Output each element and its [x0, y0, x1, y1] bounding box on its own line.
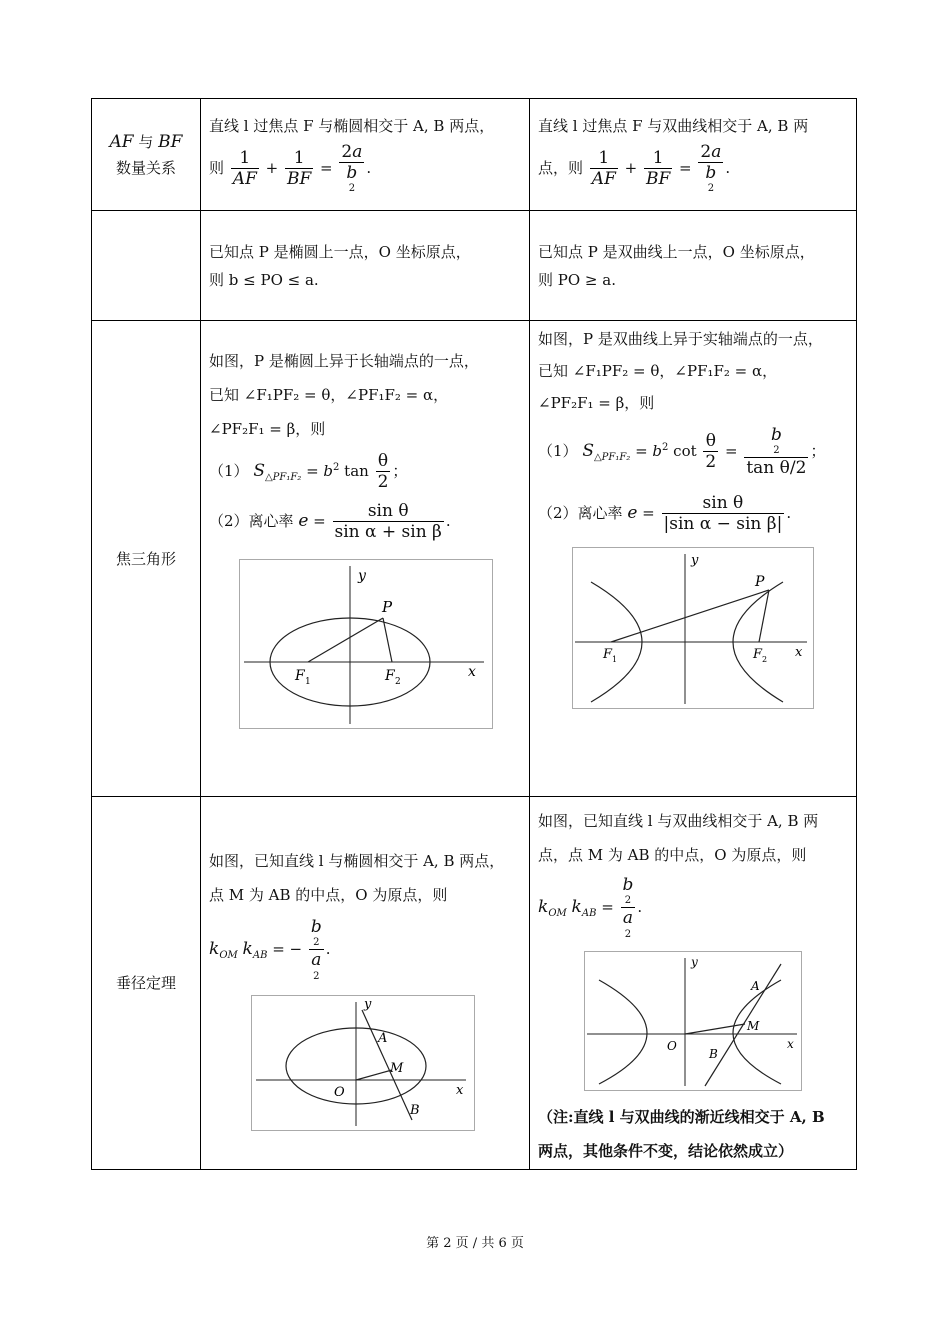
hyperbola-cell: [530, 797, 857, 1170]
item-label: （2）离心率: [209, 511, 294, 530]
formula-table: [91, 98, 857, 1170]
axis-label: x: [787, 1036, 794, 1051]
row-label: [92, 211, 201, 321]
ellipse-cell: [201, 99, 530, 211]
row-label: 焦三角形: [92, 321, 201, 797]
cell-text: 点，则: [538, 158, 584, 177]
hyperbola-cell: [530, 321, 857, 797]
cell-text: 则 PO ≥ a.: [538, 270, 616, 289]
note-text: （注:直线 l 与双曲线的渐近线相交于 A, B: [538, 1107, 825, 1126]
hyperbola-cell: [530, 211, 857, 321]
note-text: 两点，其他条件不变，结论依然成立）: [538, 1141, 794, 1160]
axis-label: y: [691, 552, 699, 568]
ellipse-cell: [201, 211, 530, 321]
axis-label: y: [364, 996, 372, 1012]
subscript: 1: [305, 676, 311, 687]
hyperbola-cell: [530, 99, 857, 211]
point-label: O: [334, 1084, 345, 1100]
row-label: 垂径定理: [92, 797, 201, 1170]
axis-label: x: [468, 663, 476, 680]
page-footer: 第 2 页 / 共 6 页: [426, 1236, 524, 1251]
formula-line: （2）离心率 e = $\frac{\text{sin θ}}{\text{|sin α − sin β|}}$ .: [538, 492, 792, 535]
cell-text: 点，点 M 为 AB 的中点，O 为原点，则: [538, 846, 807, 864]
subscript: 1: [612, 654, 618, 664]
cell-text: 已知点 P 是椭圆上一点，O 坐标原点，: [209, 242, 471, 261]
item-label: （1）: [209, 461, 249, 480]
cell-text: 已知 ∠F₁PF₂ = θ，∠PF₁F₂ = α，: [209, 386, 449, 404]
formula-line: 点，则 $\frac{1}{AF}$ + $\frac{1}{BF}$ = 2a b 2 .: [538, 141, 731, 195]
point-label: F: [753, 646, 763, 662]
ellipse-cell: [201, 797, 530, 1170]
point-label: P: [755, 573, 765, 590]
table-row: [92, 99, 857, 211]
cell-text: 如图，P 是椭圆上异于长轴端点的一点，: [209, 352, 479, 370]
cell-text: 已知 ∠F₁PF₂ = θ，∠PF₁F₂ = α，: [538, 362, 778, 380]
point-label: O: [667, 1038, 677, 1053]
point-label: M: [390, 1060, 404, 1076]
formula-line: （2）离心率 e = $\frac{\text{sin θ}}{\text{sin α + sin β}}$ .: [209, 500, 451, 543]
point-label: P: [382, 597, 393, 616]
hyperbola-focal-figure: [572, 547, 814, 709]
subscript: 2: [762, 654, 768, 664]
cell-text: 则: [209, 158, 225, 177]
formula-line: （1） $S_{\triangle PF_1F_2} = b^2$ tan $\frac{\theta}{2}$ ；: [209, 451, 408, 493]
axis-label: x: [456, 1082, 464, 1098]
cell-text: 则 b ≤ PO ≤ a.: [209, 270, 319, 289]
cell-text: ∠PF₂F₁ = β，则: [538, 394, 655, 412]
formula-line: $k_{OM}$ $k_{AB}$ = b 2 a 2 .: [538, 875, 643, 940]
item-label: （2）离心率: [538, 503, 623, 522]
ellipse-chord-figure: [251, 995, 475, 1131]
point-label: F: [295, 667, 305, 684]
table-row: [92, 797, 857, 1170]
cell-text: 直线 l 过焦点 F 与双曲线相交于 A, B 两: [538, 116, 809, 135]
table-row: [92, 321, 857, 797]
point-label: A: [378, 1030, 388, 1046]
axis-label: y: [691, 954, 698, 969]
formula-line: 则 $\frac{1}{AF}$ + $\frac{1}{BF}$ = 2a b 2 .: [209, 141, 372, 195]
ellipse-cell: [201, 321, 530, 797]
hyperbola-chord-figure: [584, 951, 802, 1091]
cell-text: ∠PF₂F₁ = β，则: [209, 420, 326, 438]
table-row: [92, 211, 857, 321]
cell-text: 直线 l 过焦点 F 与椭圆相交于 A, B 两点，: [209, 116, 495, 135]
formula-line: （1） $S_{\triangle PF_1F_2} = b^2$ cot $\frac{\theta}{2}$ = b 2 tan θ/2 ；: [538, 425, 826, 479]
cell-text: 已知点 P 是双曲线上一点，O 坐标原点，: [538, 242, 815, 261]
point-label: B: [410, 1102, 420, 1118]
subscript: 2: [395, 676, 401, 687]
axis-label: y: [358, 567, 366, 584]
axis-label: x: [795, 644, 803, 660]
point-label: F: [385, 667, 395, 684]
cell-text: 点 M 为 AB 的中点，O 为原点，则: [209, 886, 448, 904]
row-label: AF 与 BF 数量关系: [92, 99, 201, 211]
point-label: A: [751, 978, 760, 993]
point-label: M: [747, 1018, 760, 1033]
cell-text: 如图，P 是双曲线上异于实轴端点的一点，: [538, 330, 823, 348]
item-label: （1）: [538, 441, 578, 460]
point-label: B: [709, 1046, 718, 1061]
formula-line: $k_{OM}$ $k_{AB}$ = − b 2 a 2 .: [209, 917, 331, 982]
cell-text: 如图，已知直线 l 与双曲线相交于 A, B 两: [538, 812, 819, 830]
ellipse-focal-figure: [239, 559, 493, 729]
cell-text: 如图，已知直线 l 与椭圆相交于 A, B 两点，: [209, 852, 505, 870]
point-label: F: [603, 646, 613, 662]
